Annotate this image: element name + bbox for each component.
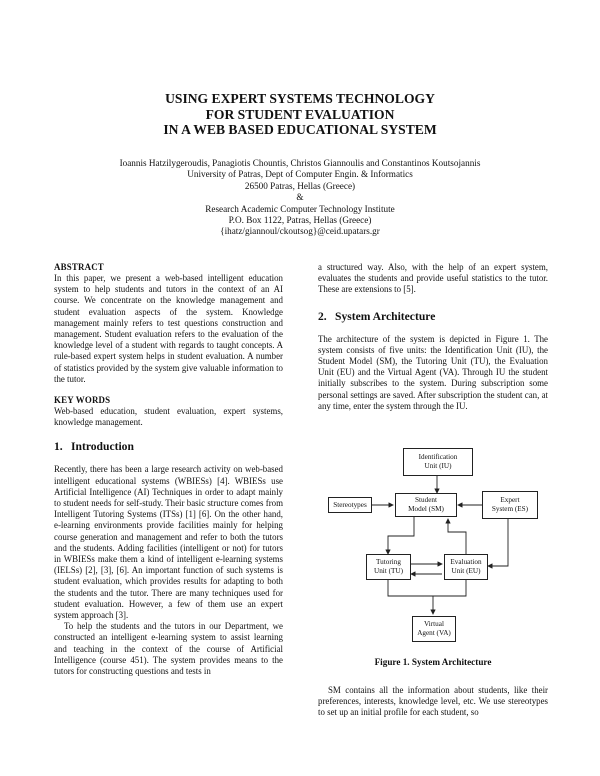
intro-paragraph-1: Recently, there has been a large research activity on web-based intelligent educational systems (WBIESs) [4]. WBIESs use Artificial Intelligence (AI) Techniques in order to adapt mainly to student needs for self-study. Their basic structure comes from Intelligent Tutoring Systems (ITSs) [1] [6]. On the other hand, e-learning environments provide facilities mainly for helping course generation and management and refer to both the tutors and the students. Adding facilities (intelligent or not) for tutors in WBIESs make them a kind of intelligent e-learning systems (IELSs) [2], [3], [6]. An important function of such systems is student evaluation, which provides results for adapting to both the students and the tutor. There are many techniques used for student evaluation. However, a few of them use an expert system approach [3]. bbox=[54, 464, 283, 621]
sm-label-2: Model (SM) bbox=[408, 505, 444, 513]
author-block bbox=[0, 158, 600, 238]
architecture-figure bbox=[318, 446, 548, 646]
arrow-es-to-eu bbox=[488, 518, 508, 566]
address-2: P.O. Box 1122, Patras, Hellas (Greece) bbox=[228, 215, 372, 226]
eu-label-2: Unit (EU) bbox=[451, 567, 481, 575]
tu-label-2: Unit (TU) bbox=[374, 567, 403, 575]
stereotypes-box bbox=[328, 497, 372, 513]
line-eu-to-va bbox=[433, 579, 466, 596]
expert-system-box bbox=[482, 491, 538, 519]
right-column bbox=[318, 262, 548, 412]
section-2-heading bbox=[318, 310, 548, 324]
va-label-1: Virtual bbox=[424, 620, 444, 628]
iu-label-2: Unit (IU) bbox=[424, 462, 452, 470]
identification-unit-box bbox=[403, 448, 473, 476]
abstract-heading: ABSTRACT bbox=[54, 262, 104, 272]
section-2-title: System Architecture bbox=[335, 309, 436, 323]
figure-caption: Figure 1. System Architecture bbox=[374, 657, 492, 667]
section-1-number: 1. bbox=[54, 440, 63, 454]
author-names: Ioannis Hatzilygeroudis, Panagiotis Chountis, Christos Giannoulis and Constantinos Koutsojannis bbox=[119, 158, 481, 168]
ampersand: & bbox=[296, 192, 304, 203]
student-model-box bbox=[395, 493, 457, 517]
eu-label-1: Evaluation bbox=[450, 558, 482, 566]
architecture-paragraph: The architecture of the system is depicted in Figure 1. The system consists of five units: the Identification Unit (IU), the Student Model (SM), the Tutoring Unit (TU), the Evaluation Unit (EU) and the Virtual Agent (VA). Through IU the student initially subscribes to the system. During subscription some personal settings are saved. After subscription the student can, at any time, enter the system through the IU. bbox=[318, 333, 548, 411]
affiliation-1: University of Patras, Dept of Computer Engin. & Informatics bbox=[187, 169, 413, 180]
arrow-eu-to-sm bbox=[448, 519, 466, 554]
virtual-agent-box bbox=[412, 616, 456, 642]
intro-paragraph-2: To help the students and the tutors in our Department, we constructed an intelligent e-learning system to assist learning and teaching in the context of the course of Artificial Intelligence (course 451). The system provides means to the tutors for constructing questions and tests in bbox=[54, 621, 283, 677]
title-line-1: USING EXPERT SYSTEMS TECHNOLOGY bbox=[165, 91, 435, 106]
keywords-heading: KEY WORDS bbox=[54, 395, 111, 406]
stereotypes-label: Stereotypes bbox=[333, 500, 367, 509]
intro-continuation: a structured way. Also, with the help of an expert system, evaluates the students and provide useful statistics to the tutor. These are extensions to [5]. bbox=[318, 262, 548, 295]
email-addresses: {ihatz/giannoul/ckoutsog}@ceid.upatars.gr bbox=[220, 226, 380, 237]
section-1-title: Introduction bbox=[71, 440, 134, 454]
es-label-2: System (ES) bbox=[491, 505, 529, 513]
abstract-text: In this paper, we present a web-based intelligent education system to help students and tutors in the context of an AI course. We concentrate on the knowledge management and student evaluation aspects of the system. Knowledge management mainly refers to test questions construction and management. Student evaluation refers to the evaluation of the knowledge level of a student with regards to taught concepts. A rule-based expert system helps in student evaluation. A number of statistics provided by the system give valuable information to the tutor. bbox=[54, 273, 283, 384]
affiliation-2: Research Academic Computer Technology Institute bbox=[205, 203, 395, 214]
arrow-tu-to-va bbox=[388, 579, 433, 614]
arrow-sm-to-tu bbox=[388, 517, 414, 554]
es-label-1: Expert bbox=[500, 496, 520, 504]
keywords-text: Web-based education, student evaluation, expert systems, knowledge management. bbox=[54, 406, 283, 428]
address-1: 26500 Patras, Hellas (Greece) bbox=[244, 180, 356, 191]
tu-label-1: Tutoring bbox=[376, 558, 401, 566]
iu-label-1: Identification bbox=[418, 453, 458, 461]
section-2-number: 2. bbox=[318, 309, 327, 323]
sm-paragraph: SM contains all the information about students, like their preferences, interests, knowledge level, etc. We use stereotypes to set up an initial profile for each student, so bbox=[318, 685, 548, 718]
title-line-3: IN A WEB BASED EDUCATIONAL SYSTEM bbox=[163, 122, 437, 137]
section-1-heading bbox=[54, 440, 283, 454]
evaluation-unit-box bbox=[444, 554, 488, 580]
paper-title bbox=[0, 91, 600, 138]
right-column-bottom bbox=[318, 685, 548, 719]
title-line-2: FOR STUDENT EVALUATION bbox=[205, 106, 395, 122]
tutoring-unit-box bbox=[366, 554, 411, 580]
left-column bbox=[54, 262, 283, 677]
sm-label-1: Student bbox=[415, 496, 437, 504]
va-label-2: Agent (VA) bbox=[417, 629, 451, 637]
